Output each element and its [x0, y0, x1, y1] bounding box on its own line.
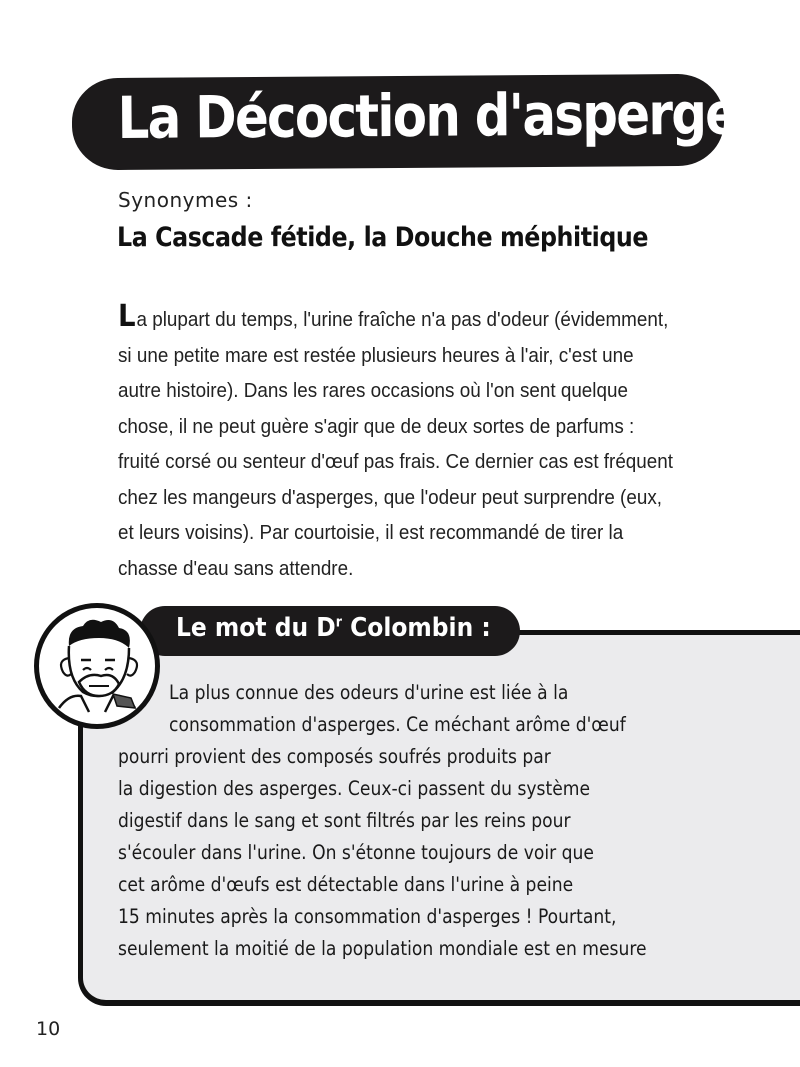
body-paragraph — [118, 299, 758, 586]
doctor-note-line: La plus connue des odeurs d'urine est liée à la — [169, 681, 569, 704]
doctor-note-line: la digestion des asperges. Ceux-ci passent du système — [118, 777, 591, 800]
title-banner — [72, 74, 766, 171]
body-line: autre histoire). Dans les rares occasions où l'on sent quelque — [118, 379, 628, 402]
page-number: 10 — [36, 1018, 61, 1040]
doctor-note-text — [118, 677, 738, 965]
doctor-note-line: pourri provient des composés soufrés produits par — [118, 745, 551, 768]
doctor-note-line: seulement la moitié de la population mondiale est en mesure — [118, 937, 647, 960]
body-line: et leurs voisins). Par courtoisie, il est recommandé de tirer la — [118, 521, 624, 544]
doctor-note-line: digestif dans le sang et sont filtrés par les reins pour — [118, 809, 571, 832]
doctor-note-line: cet arôme d'œufs est détectable dans l'urine à peine — [118, 873, 574, 896]
synonyms-value: La Cascade fétide, la Douche méphitique — [117, 222, 649, 253]
doctor-note-line: consommation d'asperges. Ce méchant arôme d'œuf — [169, 713, 626, 736]
synonyms-label: Synonymes : — [118, 188, 253, 212]
body-line: chasse d'eau sans attendre. — [118, 556, 354, 580]
page-title: La Décoction d'asperges — [117, 79, 766, 152]
body-line: La plupart du temps, l'urine fraîche n'a pas d'odeur (évidemment, — [118, 299, 669, 334]
doctor-note-line: s'écouler dans l'urine. On s'étonne toujours de voir que — [118, 841, 594, 864]
body-line: fruité corsé ou senteur d'œuf pas frais. Ce dernier cas est fréquent — [118, 450, 674, 473]
doctor-note-line: 15 minutes après la consommation d'asperges ! Pourtant, — [118, 905, 617, 928]
body-line: chose, il ne peut guère s'agir que de deux sortes de parfums : — [118, 414, 635, 438]
doctor-note-heading: Le mot du $D^r$ Colombin : — [176, 613, 491, 643]
dropcap: L — [118, 299, 136, 334]
body-line: chez les mangeurs d'asperges, que l'odeur peut surprendre (eux, — [118, 485, 662, 509]
body-line: si une petite mare est restée plusieurs heures à l'air, c'est une — [118, 343, 634, 367]
doctor-note-heading-banner — [140, 606, 520, 656]
